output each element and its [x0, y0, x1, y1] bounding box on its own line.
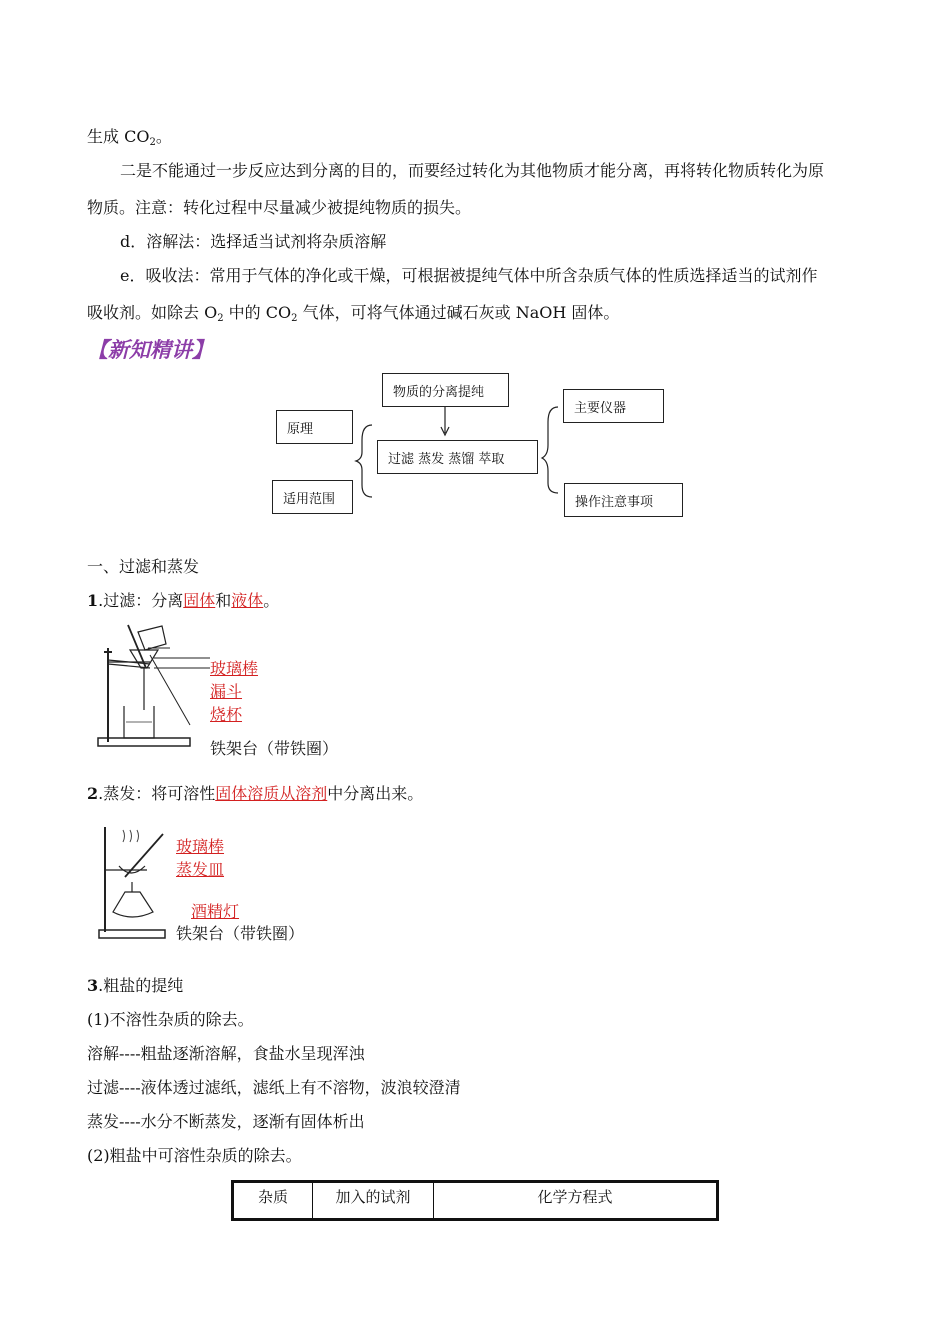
paragraph-conversion-cont: 物质。注意：转化过程中尽量减少被提纯物质的损失。	[87, 198, 472, 217]
diagram-connectors	[0, 0, 950, 560]
filter-definition: 1.过滤：分离固体和液体。	[87, 591, 280, 610]
paragraph-co2: 生成 $CO_2$。	[87, 127, 172, 148]
fig1-beaker-label: 烧杯	[210, 705, 243, 724]
section-heading: 【新知精讲】	[87, 338, 213, 362]
table-header-equation: 化学方程式	[434, 1182, 718, 1220]
step-dissolve: 溶解----粗盐逐渐溶解，食盐水呈现浑浊	[87, 1044, 365, 1063]
diagram-scope-box: 适用范围	[272, 480, 353, 514]
fig1-funnel-label: 漏斗	[210, 682, 243, 701]
fig1-stand-label: 铁架台（带铁圈）	[210, 739, 339, 758]
paragraph-absorb: e．吸收法：常用于气体的净化或干燥，可根据被提纯气体中所含杂质气体的性质选择适当的试剂作	[120, 266, 818, 285]
table-header-impurity: 杂质	[233, 1182, 313, 1220]
soluble-removal: (2)粗盐中可溶性杂质的除去。	[87, 1146, 302, 1165]
diagram-center-box: 过滤 蒸发 蒸馏 萃取	[377, 440, 538, 474]
diagram-principle-box: 原理	[276, 410, 353, 444]
section-title: 一、过滤和蒸发	[87, 557, 200, 576]
paragraph-conversion: 二是不能通过一步反应达到分离的目的，而要经过转化为其他物质才能分离，再将转化物质转化为原	[120, 161, 825, 180]
filtration-apparatus-figure	[90, 620, 210, 755]
impurity-table	[231, 1180, 719, 1221]
paragraph-dissolve: d．溶解法：选择适当试剂将杂质溶解	[120, 232, 387, 251]
evaporation-definition: 2.蒸发：将可溶性固体溶质从溶剂中分离出来。	[87, 784, 424, 803]
table-header-reagent: 加入的试剂	[313, 1182, 434, 1220]
diagram-top-box: 物质的分离提纯	[382, 373, 509, 407]
salt-purification-title: 3.粗盐的提纯	[87, 976, 184, 995]
step-evaporate: 蒸发----水分不断蒸发，逐渐有固体析出	[87, 1112, 365, 1131]
table-header-row	[233, 1182, 718, 1220]
paragraph-absorb-cont: 吸收剂。如除去 $O_2$ 中的 $CO_2$ 气体，可将气体通过碱石灰或 NaOH 固体。	[87, 303, 620, 324]
fig1-glass-rod-label: 玻璃棒	[210, 659, 259, 678]
step-filter: 过滤----液体透过滤纸，滤纸上有不溶物，波浪较澄清	[87, 1078, 461, 1097]
insoluble-removal: (1)不溶性杂质的除去。	[87, 1010, 254, 1029]
diagram-notes-box: 操作注意事项	[564, 483, 683, 517]
fig2-dish-label: 蒸发皿	[176, 860, 225, 879]
diagram-instruments-box: 主要仪器	[563, 389, 664, 423]
fig2-lamp-label: 酒精灯	[191, 902, 240, 921]
fig2-stand-label: 铁架台（带铁圈）	[176, 924, 305, 943]
evaporation-apparatus-figure	[95, 822, 175, 940]
fig2-glass-rod-label: 玻璃棒	[176, 837, 225, 856]
